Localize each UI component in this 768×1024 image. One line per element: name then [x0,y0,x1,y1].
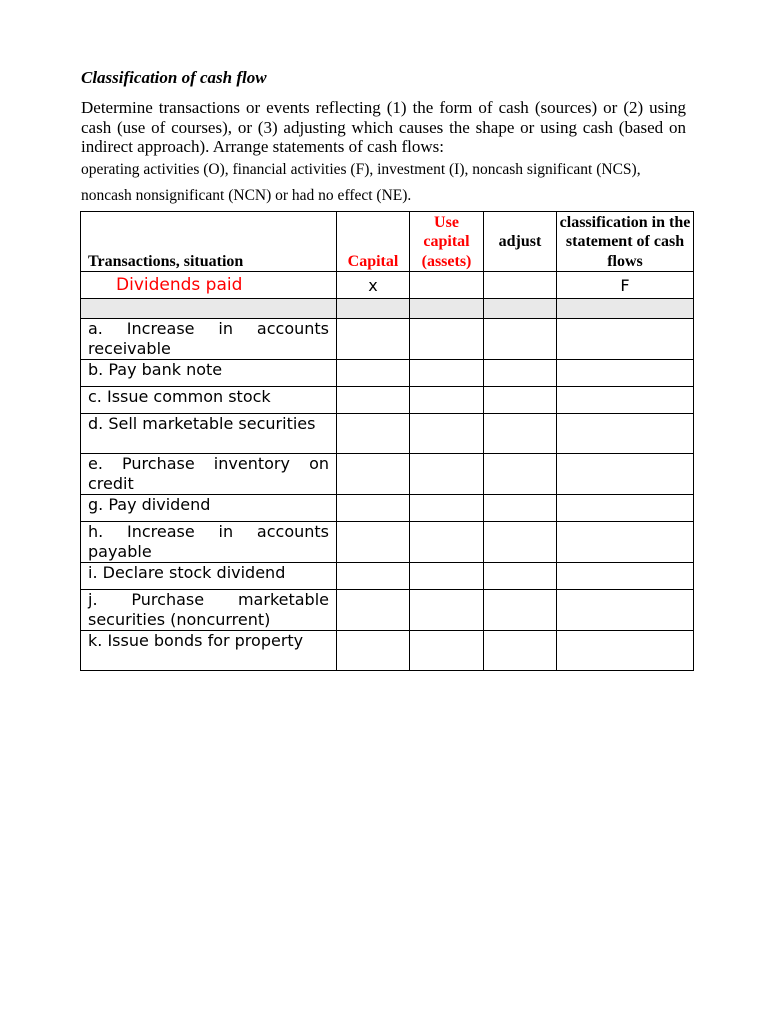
table-row [81,631,694,671]
use-capital-cell[interactable] [410,590,484,631]
header-adjust: adjust [484,212,557,272]
classification-cell[interactable] [557,387,694,414]
row-label: g. Pay dividend [81,495,337,522]
adjust-cell[interactable] [484,495,557,522]
classification-cell[interactable] [557,563,694,590]
classification-cell[interactable] [557,454,694,495]
adjust-cell[interactable] [484,319,557,360]
use-capital-cell[interactable] [410,360,484,387]
classification-cell[interactable] [557,360,694,387]
classification-cell[interactable] [557,495,694,522]
row-label: h. Increase in accounts payable [81,522,337,563]
page-title: Classification of cash flow [81,68,267,87]
adjust-cell[interactable] [484,414,557,454]
intro-paragraph: Determine transactions or events reflecting (1) the form of cash (sources) or (2) using cash (use of courses), or (3) adjusting which causes the shape or using cash (based on indirect approach). Arrange statements of cash flows: [81,98,686,156]
adjust-cell[interactable] [484,387,557,414]
capital-cell[interactable] [337,522,410,563]
classification-cell[interactable] [557,522,694,563]
capital-cell[interactable] [337,495,410,522]
use-capital-cell[interactable] [410,563,484,590]
adjust-cell[interactable] [484,360,557,387]
table-row [81,387,694,414]
row-label: e. Purchase inventory on credit [81,454,337,495]
row-label: i. Declare stock dividend [81,563,337,590]
row-label: c. Issue common stock [81,387,337,414]
example-label: Dividends paid [81,272,337,299]
table-row [81,414,694,454]
classification-cell[interactable] [557,319,694,360]
capital-cell[interactable] [337,387,410,414]
row-label: a. Increase in accounts receivable [81,319,337,360]
use-capital-cell[interactable] [410,414,484,454]
categories-paragraph: operating activities (O), financial activities (F), investment (I), noncash significant (NCS), noncash nonsignificant (NCN) or had no effect (NE). [81,161,641,204]
capital-cell[interactable] [337,360,410,387]
header-capital: Capital [337,212,410,272]
table-row [81,590,694,631]
adjust-cell[interactable] [484,454,557,495]
table-row-example [81,272,694,299]
capital-cell[interactable] [337,319,410,360]
adjust-cell[interactable] [484,522,557,563]
capital-cell[interactable] [337,631,410,671]
classification-cell[interactable] [557,631,694,671]
capital-cell[interactable] [337,590,410,631]
table-row [81,454,694,495]
row-label: b. Pay bank note [81,360,337,387]
use-capital-cell[interactable] [410,454,484,495]
adjust-cell[interactable] [484,631,557,671]
classification-cell[interactable] [557,590,694,631]
use-capital-cell[interactable] [410,495,484,522]
table-header-row [81,212,694,272]
row-label: j. Purchase marketable securities (noncurrent) [81,590,337,631]
adjust-cell[interactable] [484,563,557,590]
table-row [81,522,694,563]
table-row [81,563,694,590]
use-capital-cell[interactable] [410,522,484,563]
example-use[interactable] [410,272,484,299]
row-label: d. Sell marketable securities [81,414,337,454]
header-classification: classification in the statement of cash flows [557,212,694,272]
header-transactions: Transactions, situation [81,212,337,272]
example-classification[interactable]: F [557,272,694,299]
row-label: k. Issue bonds for property [81,631,337,671]
table-row [81,360,694,387]
use-capital-cell[interactable] [410,387,484,414]
classification-cell[interactable] [557,414,694,454]
capital-cell[interactable] [337,454,410,495]
table-row-spacer [81,299,694,319]
example-adjust[interactable] [484,272,557,299]
example-capital[interactable]: x [337,272,410,299]
capital-cell[interactable] [337,563,410,590]
table-row [81,319,694,360]
use-capital-cell[interactable] [410,631,484,671]
table-row [81,495,694,522]
use-capital-cell[interactable] [410,319,484,360]
header-use-capital: Use capital (assets) [410,212,484,272]
adjust-cell[interactable] [484,590,557,631]
capital-cell[interactable] [337,414,410,454]
cash-flow-table [80,211,694,671]
